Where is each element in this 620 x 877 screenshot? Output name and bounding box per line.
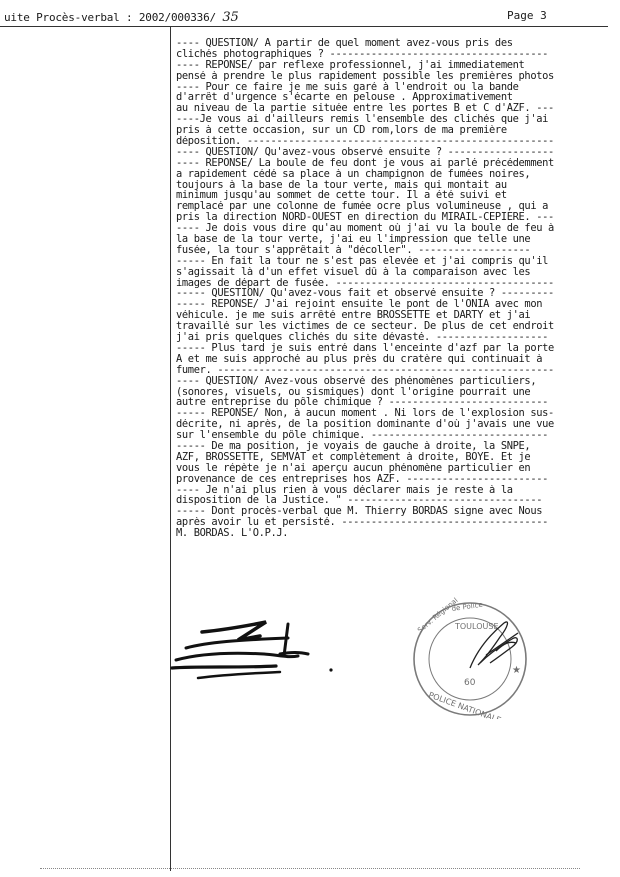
statement-line: ----- REPONSE/ Non, à aucun moment . Ni lors de l'explosion sus- xyxy=(176,408,554,420)
statement-line: la base de la tour verte, j'ai eu l'impression que telle une xyxy=(176,234,531,245)
statement-line: autre entreprise du pôle chimique ? --------------------------- xyxy=(176,397,549,409)
statement-line: j'ai pris quelques clichés du site dévasté. ------------------- xyxy=(176,332,549,343)
official-stamp xyxy=(400,593,540,723)
statement-line: remplacé par une colonne de fumée ocre plus volumineuse , qui a xyxy=(176,201,549,213)
statement-line: minimum jusqu'au sommet de cette tour. Il a été suivi et xyxy=(176,190,507,202)
statement-line: images de départ de fusée. ------------------------------------- xyxy=(176,277,554,289)
svg-text:de Police: de Police xyxy=(451,600,484,613)
statement-line: décrite, ni après, de la position dominante d'où j'avais une vue xyxy=(176,419,554,431)
statement-line: fumer. --------------------------------------------------------- xyxy=(176,364,554,376)
header-rule xyxy=(0,26,608,27)
header-title: uite Procès-verbal : 2002/000336/ xyxy=(4,11,216,24)
handwritten-signature xyxy=(168,618,338,688)
statement-line: ---- QUESTION/ A partir de quel moment avez-vous pris des xyxy=(176,38,513,49)
statement-line: pris à cette occasion, sur un CD rom,lors de ma première xyxy=(176,125,507,137)
statement-line: ----- QUESTION/ Qu'avez-vous fait et observé ensuite ? --------- xyxy=(176,288,554,300)
scan-artifact-line xyxy=(40,868,580,871)
statement-line: ---- Je dois vous dire qu'au moment où j'ai vu la boule de feu à xyxy=(176,223,554,235)
police-stamp-seal xyxy=(400,593,540,719)
statement-body xyxy=(176,38,610,539)
statement-line: (sonores, visuels, ou sismiques) dont l'origine pourrait une xyxy=(176,386,531,398)
svg-text:TOULOUSE: TOULOUSE xyxy=(455,622,499,631)
statement-line: A et me suis approché au plus près du cratère qui continuait à xyxy=(176,353,543,365)
statement-line: ---- QUESTION/ Avez-vous observé des phénomènes particuliers, xyxy=(176,375,537,387)
declarant-signature xyxy=(168,618,338,692)
statement-line: M. BORDAS. L'O.P.J. xyxy=(176,528,289,539)
statement-line: clichés photographiques ? ------------------------------------- xyxy=(176,48,549,60)
statement-line: ---- REPONSE/ La boule de feu dont je vous ai parlé précédemment xyxy=(176,157,554,169)
statement-line: ----- En fait la tour ne s'est pas elevée et j'ai compris qu'il xyxy=(176,255,549,267)
statement-line: travaillé sur les victimes de ce secteur. De plus de cet endroit xyxy=(176,321,554,333)
svg-text:Serv. Régional: Serv. Régional xyxy=(416,596,460,635)
statement-line: ---- REPONSE/ par reflexe professionnel, j'ai immediatement xyxy=(176,59,525,71)
statement-line: ---- Pour ce faire je me suis garé à l'endroit ou la bande xyxy=(176,81,519,93)
statement-line: pensé à prendre le plus rapidement possible les premières photos xyxy=(176,70,554,82)
handwritten-case-suffix: 35 xyxy=(222,10,239,25)
statement-line: ----- De ma position, je voyais de gauche à droite, la SNPE, xyxy=(176,440,531,452)
statement-line: pris la direction NORD-OUEST en direction du MIRAIL-CEPIERE. --- xyxy=(176,212,554,224)
statement-line: vous le répète je n'ai aperçu aucun phénomène particulier en xyxy=(176,462,531,474)
svg-text:60: 60 xyxy=(464,678,476,688)
statement-line: ---- QUESTION/ Qu'avez-vous observé ensuite ? ------------------ xyxy=(176,146,554,158)
statement-line: après avoir lu et persisté. ----------------------------------- xyxy=(176,517,549,529)
document-header xyxy=(4,10,239,25)
statement-line: ----- REPONSE/ J'ai rejoint ensuite le pont de l'ONIA avec mon xyxy=(176,299,543,311)
svg-text:★: ★ xyxy=(512,665,521,676)
statement-line: fusée, la tour s'apprêtait à "décoller". ------------------- xyxy=(176,244,531,256)
statement-line: sur l'ensemble du pôle chimique. ------------------------------ xyxy=(176,430,549,441)
statement-line: ----- Dont procès-verbal que M. Thierry BORDAS signe avec Nous xyxy=(176,506,543,518)
statement-line: déposition. ---------------------------------------------------- xyxy=(176,136,554,147)
statement-line: au niveau de la partie située entre les portes B et C d'AZF. --- xyxy=(176,103,554,115)
margin-line xyxy=(170,26,171,871)
statement-line: AZF, BROSSETTE, SEMVAT et complètement à droite, BOYE. Et je xyxy=(176,451,531,463)
statement-line: provenance de ces entreprises hos AZF. ------------------------ xyxy=(176,473,549,485)
statement-line: véhicule. je me suis arrêté entre BROSSETTE et DARTY et j'ai xyxy=(176,310,531,322)
page-number: Page 3 xyxy=(507,9,547,22)
statement-line: a rapidement cédé sa place à un champignon de fumées noires, xyxy=(176,168,531,180)
statement-line: ----- Plus tard je suis entré dans l'enceinte d'azf par la porte xyxy=(176,342,554,354)
statement-line: d'arrêt d'urgence s'écarte en pelouse . Approximativement xyxy=(176,92,513,104)
statement-line: ---- Je n'ai plus rien à vous déclarer mais je reste à la xyxy=(176,484,513,496)
statement-line: disposition de la Justice. " --------------------------------- xyxy=(176,495,543,507)
statement-line: toujours à la base de la tour verte, mais qui montait au xyxy=(176,179,507,191)
statement-line: ----Je vous ai d'ailleurs remis l'ensemble des clichés que j'ai xyxy=(176,114,549,126)
statement-line: s'agissait là d'un effet visuel dû à la comparaison avec les xyxy=(176,266,531,278)
svg-text:POLICE NATIONALE: POLICE NATIONALE xyxy=(427,690,503,719)
